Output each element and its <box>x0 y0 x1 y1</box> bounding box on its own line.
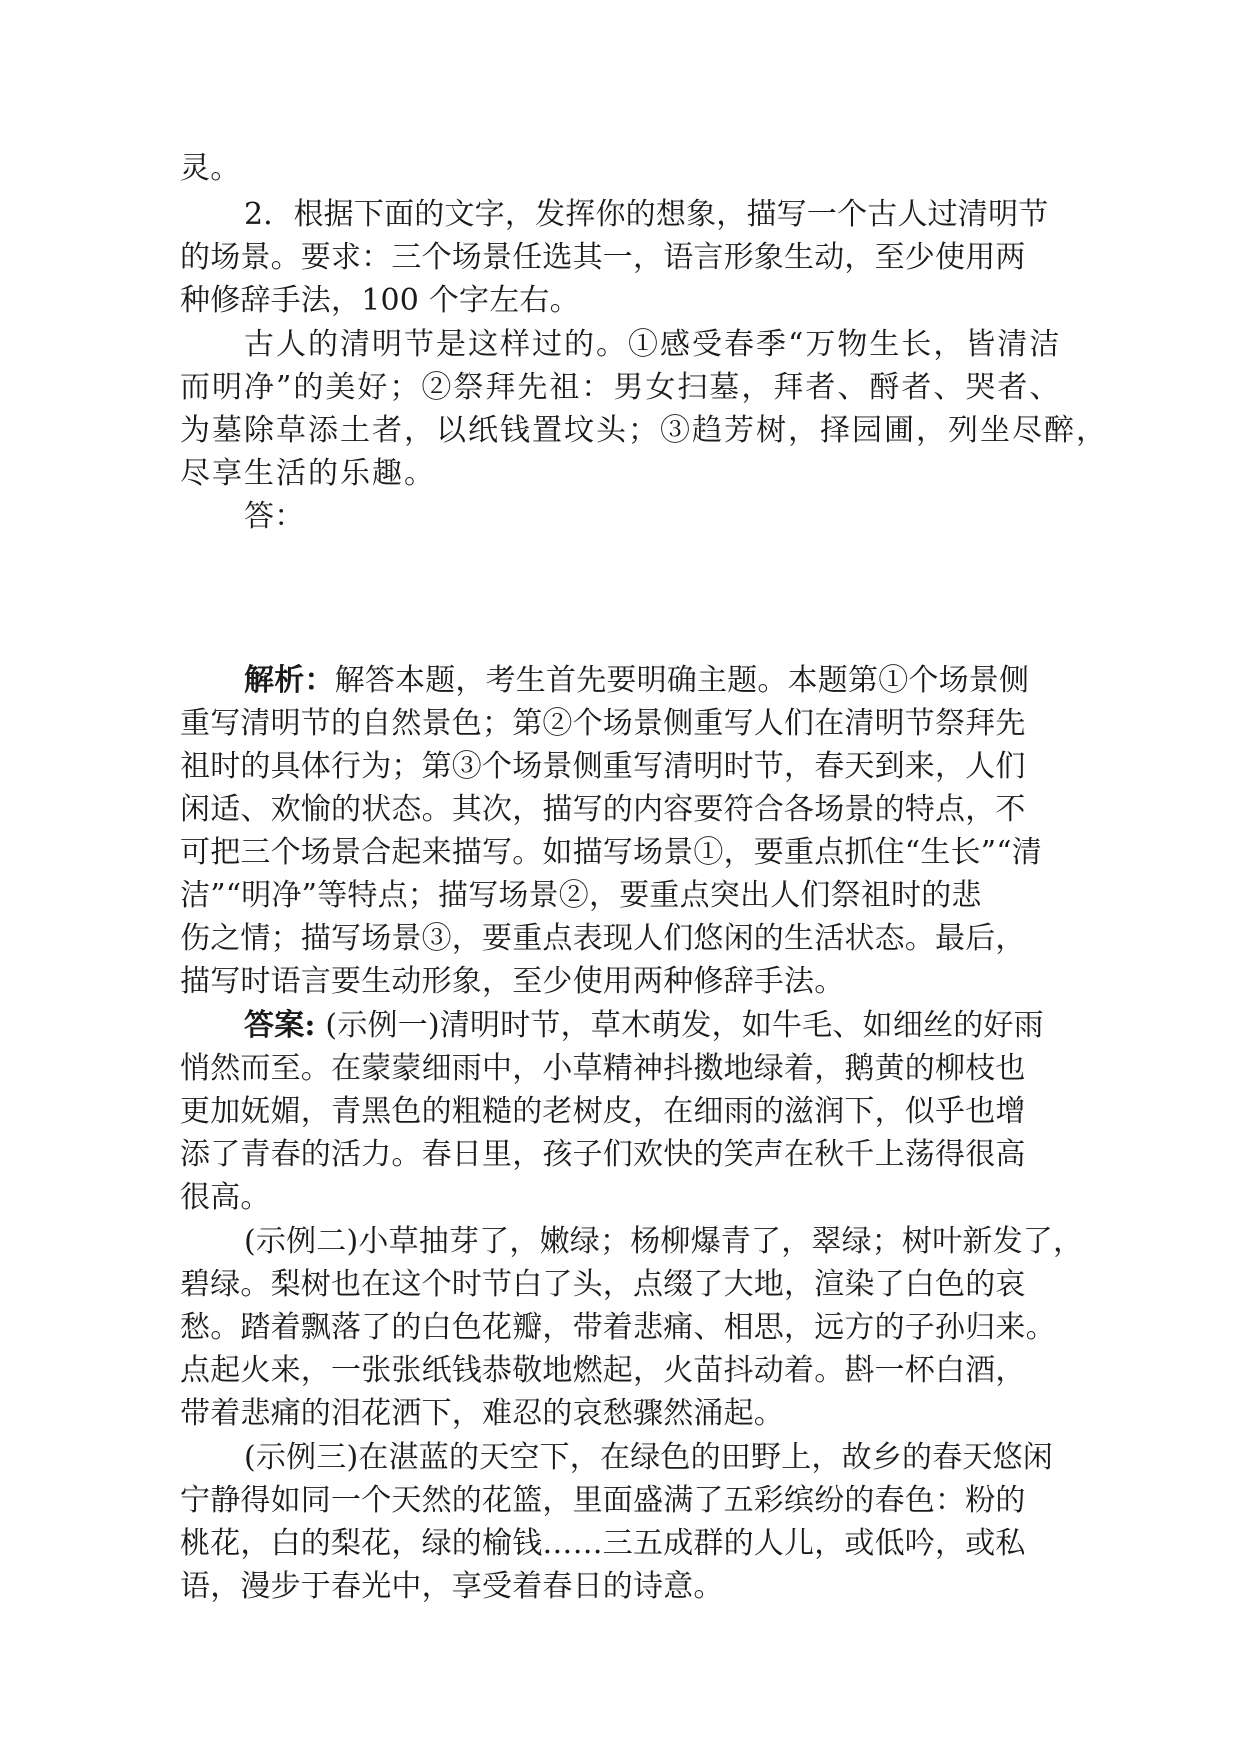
answer-label: 答案: <box>244 1008 316 1043</box>
example2-line: 点起火来，一张张纸钱恭敬地燃起，火苗抖动着。斟一杯白酒， <box>180 1353 1026 1388</box>
example1-line: 添了青春的活力。春日里，孩子们欢快的笑声在秋千上荡得很高 <box>180 1137 1026 1172</box>
analysis-first-line <box>180 662 1068 700</box>
question2-line: 的场景。要求：三个场景任选其一，语言形象生动，至少使用两 <box>180 240 1026 275</box>
material-line: 为墓除草添土者，以纸钱置坟头；③趋芳树，择园圃，列坐尽醉， <box>180 413 1108 448</box>
example2-line: (示例二)小草抽芽了，嫩绿；杨柳爆青了，翠绿；树叶新发了， <box>244 1224 1084 1259</box>
example2-line: 带着悲痛的泪花洒下，难忍的哀愁骤然涌起。 <box>180 1396 784 1431</box>
question2-line: 2．根据下面的文字，发挥你的想象，描写一个古人过清明节 <box>244 197 1049 232</box>
analysis-line: 祖时的具体行为；第③个场景侧重写清明时节，春天到来，人们 <box>180 749 1026 784</box>
analysis-line: 洁”“明净”等特点；描写场景②，要重点突出人们祭祖时的悲 <box>180 878 982 913</box>
example2-line: 碧绿。梨树也在这个时节白了头，点缀了大地，渲染了白色的哀 <box>180 1267 1026 1302</box>
example3-line: 桃花，白的梨花，绿的榆钱……三五成群的人儿，或低吟，或私 <box>180 1526 1026 1561</box>
example1-line: 很高。 <box>180 1180 271 1215</box>
example3-line: (示例三)在湛蓝的天空下，在绿色的田野上，故乡的春天悠闲 <box>244 1440 1054 1475</box>
example1-line: 悄然而至。在蒙蒙细雨中，小草精神抖擞地绿着，鹅黄的柳枝也 <box>180 1051 1026 1086</box>
material-line: 而明净”的美好；②祭拜先祖：男女扫墓，拜者、酹者、哭者、 <box>180 370 1062 405</box>
analysis-text: 解答本题，考生首先要明确主题。本题第①个场景侧 <box>334 663 1030 698</box>
answer-text: (示例一)清明时节，草木萌发，如牛毛、如细丝的好雨 <box>315 1008 1044 1043</box>
analysis-line: 可把三个场景合起来描写。如描写场景①，要重点抓住“生长”“清 <box>180 835 1043 870</box>
analysis-line: 伤之情；描写场景③，要重点表现人们悠闲的生活状态。最后， <box>180 921 1026 956</box>
answer-prompt: 答： <box>244 499 305 534</box>
question-tail: 灵。 <box>180 151 241 186</box>
example1-line: 更加妩媚，青黑色的粗糙的老树皮，在细雨的滋润下，似乎也增 <box>180 1094 1026 1129</box>
material-line: 古人的清明节是这样过的。①感受春季“万物生长，皆清洁 <box>244 327 1062 362</box>
example3-line: 宁静得如同一个天然的花篮，里面盛满了五彩缤纷的春色：粉的 <box>180 1483 1026 1518</box>
question2-line: 种修辞手法，100 个字左右。 <box>180 283 580 318</box>
answer-first-line <box>180 1007 1068 1045</box>
example3-line: 语，漫步于春光中，享受着春日的诗意。 <box>180 1569 724 1604</box>
analysis-line: 重写清明节的自然景色；第②个场景侧重写人们在清明节祭拜先 <box>180 706 1026 741</box>
analysis-label: 解析： <box>244 663 335 698</box>
material-line: 尽享生活的乐趣。 <box>180 456 436 491</box>
analysis-line: 描写时语言要生动形象，至少使用两种修辞手法。 <box>180 964 845 999</box>
analysis-line: 闲适、欢愉的状态。其次，描写的内容要符合各场景的特点，不 <box>180 792 1026 827</box>
example2-line: 愁。踏着飘落了的白色花瓣，带着悲痛、相思，远方的子孙归来。 <box>180 1310 1056 1345</box>
